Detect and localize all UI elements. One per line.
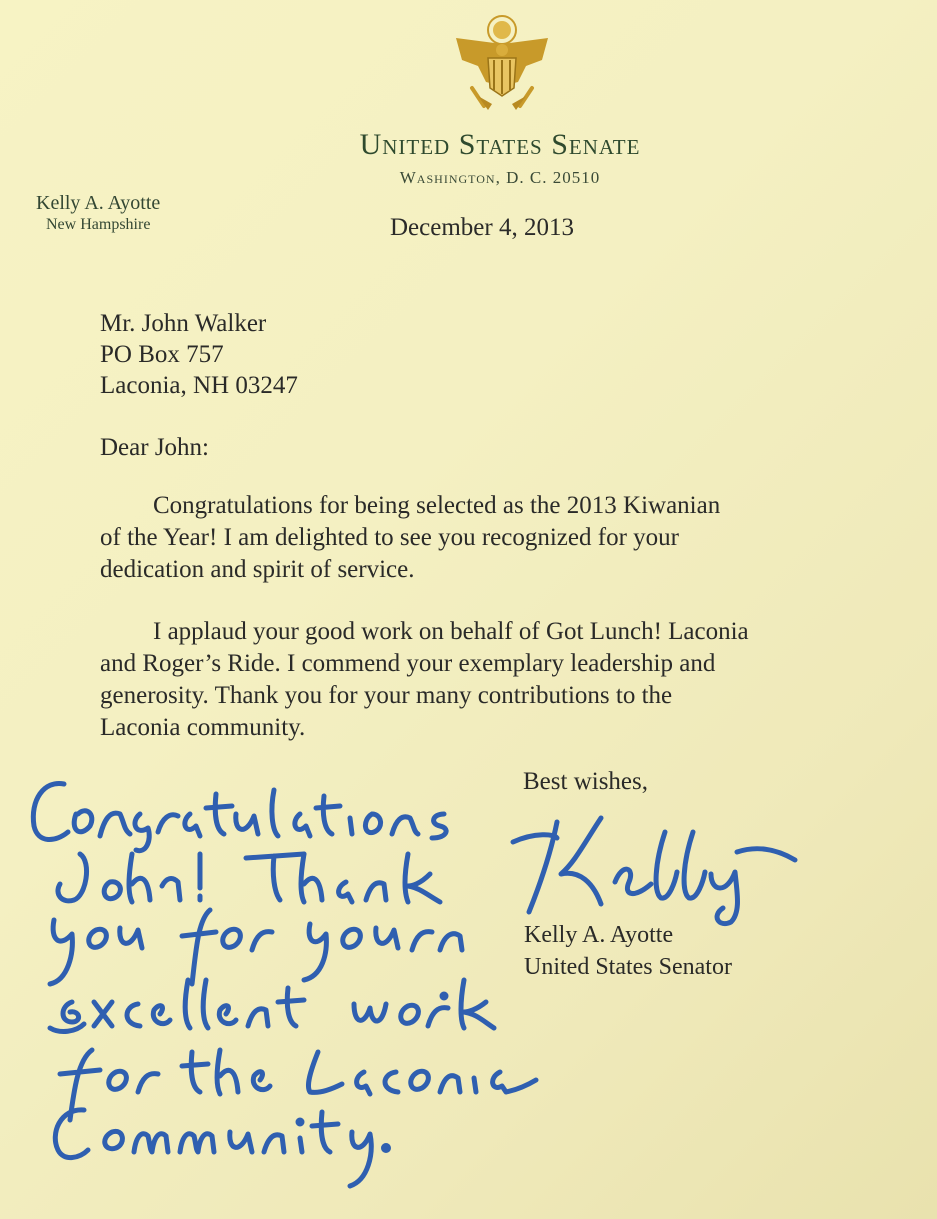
great-seal-eagle-icon <box>448 10 556 118</box>
salutation: Dear John: <box>100 434 209 461</box>
letterhead-address: Washington, D. C. 20510 <box>399 168 601 187</box>
recipient-city: Laconia, NH 03247 <box>100 372 298 399</box>
closing: Best wishes, <box>523 768 648 795</box>
recipient-street: PO Box 757 <box>100 341 224 368</box>
body-paragraph-2 <box>100 616 900 744</box>
letter-date: December 4, 2013 <box>390 214 574 241</box>
body-line: and Roger’s Ride. I commend your exemplary leadership and <box>100 650 716 677</box>
body-line: Laconia community. <box>100 714 306 741</box>
recipient-name: Mr. John Walker <box>100 310 267 337</box>
sender-name: Kelly A. Ayotte <box>36 192 161 214</box>
handwritten-note <box>20 770 560 1200</box>
body-line: I applaud your good work on behalf of Got Lunch! Laconia <box>153 618 749 645</box>
body-line: dedication and spirit of service. <box>100 556 415 583</box>
body-line: Congratulations for being selected as the 2013 Kiwanian <box>153 492 721 519</box>
signature-name: Kelly A. Ayotte <box>524 922 674 948</box>
sender-state: New Hampshire <box>46 216 151 233</box>
signature-title: United States Senator <box>524 954 732 980</box>
body-paragraph-1 <box>100 490 900 586</box>
body-line: of the Year! I am delighted to see you recognized for your <box>100 524 679 551</box>
body-line: generosity. Thank you for your many contributions to the <box>100 682 673 709</box>
letterhead-title: United States Senate <box>359 128 641 161</box>
